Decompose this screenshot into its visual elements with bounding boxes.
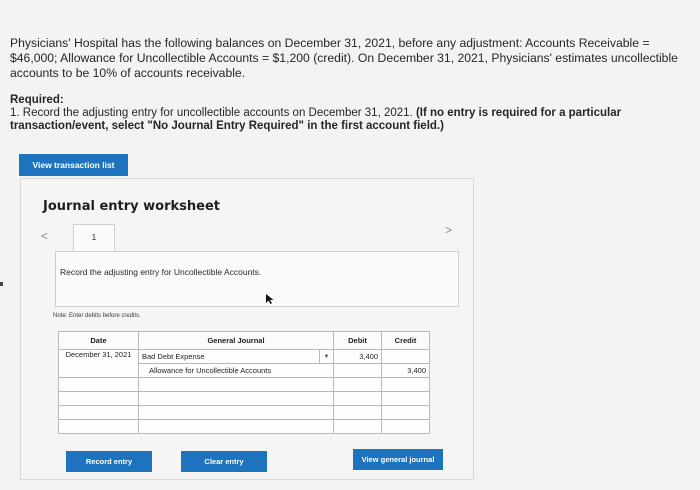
debit-cell[interactable] [334, 420, 382, 434]
debit-cell[interactable] [334, 406, 382, 420]
credit-header: Credit [382, 332, 430, 350]
chevron-down-icon[interactable]: ▼ [320, 350, 334, 364]
journal-entry-worksheet [20, 178, 474, 480]
required-item-instruction: (If no entry is required for a particular transaction/event, select "No Journal Entry Required" in the first account field.) [10, 107, 622, 132]
journal-table [58, 331, 430, 434]
debit-cell[interactable] [334, 364, 382, 378]
chevron-right-icon[interactable]: > [445, 223, 453, 237]
account-cell[interactable] [139, 406, 334, 420]
credit-cell[interactable] [382, 406, 430, 420]
instruction-box [55, 251, 459, 307]
credit-cell[interactable] [382, 378, 430, 392]
worksheet-title: Journal entry worksheet [43, 199, 220, 214]
account-cell[interactable] [139, 378, 334, 392]
note-text: Note: Enter debits before credits. [53, 313, 141, 319]
tab-entry-1[interactable]: 1 [73, 224, 115, 251]
account-cell[interactable] [139, 392, 334, 406]
debit-cell[interactable] [334, 378, 382, 392]
debit-cell[interactable]: 3,400 [334, 350, 382, 364]
date-cell[interactable]: December 31, 2021 [59, 350, 139, 378]
chevron-left-icon[interactable]: < [41, 229, 49, 243]
credit-cell[interactable]: 3,400 [382, 364, 430, 378]
edge-marker [0, 282, 3, 286]
required-item-text: 1. Record the adjusting entry for uncollectible accounts on December 31, 2021. [10, 107, 416, 119]
clear-entry-button[interactable]: Clear entry [181, 451, 267, 472]
table-row [59, 406, 430, 420]
account-cell[interactable] [139, 420, 334, 434]
record-entry-button[interactable]: Record entry [66, 451, 152, 472]
general-journal-header: General Journal [139, 332, 334, 350]
required-item [10, 107, 650, 133]
table-row [59, 378, 430, 392]
debit-header: Debit [334, 332, 382, 350]
problem-statement: Physicians' Hospital has the following balances on December 31, 2021, before any adjustment: Accounts Receivable = $46,000; Allowance for Uncollectible Accounts = $1,200 (credit). On December 31, 2021, Physicians' estimates uncollectible accounts to be 10% of accounts receivable. [10, 36, 678, 80]
debit-cell[interactable] [334, 392, 382, 406]
date-cell[interactable] [59, 392, 139, 406]
date-cell[interactable] [59, 420, 139, 434]
instruction-text: Record the adjusting entry for Uncollectible Accounts. [60, 267, 262, 277]
table-row [59, 392, 430, 406]
date-header: Date [59, 332, 139, 350]
table-row [59, 350, 430, 364]
journal-header-row [59, 332, 430, 350]
account-cell[interactable]: Allowance for Uncollectible Accounts [139, 364, 334, 378]
view-general-journal-button[interactable]: View general journal [353, 449, 443, 470]
account-cell[interactable]: Bad Debt Expense [139, 350, 320, 364]
credit-cell[interactable] [382, 350, 430, 364]
table-row [59, 420, 430, 434]
credit-cell[interactable] [382, 420, 430, 434]
required-heading: Required: [10, 94, 64, 106]
credit-cell[interactable] [382, 392, 430, 406]
mouse-cursor-icon [265, 293, 275, 305]
date-cell[interactable] [59, 378, 139, 392]
date-cell[interactable] [59, 406, 139, 420]
view-transaction-list-button[interactable]: View transaction list [19, 154, 128, 176]
